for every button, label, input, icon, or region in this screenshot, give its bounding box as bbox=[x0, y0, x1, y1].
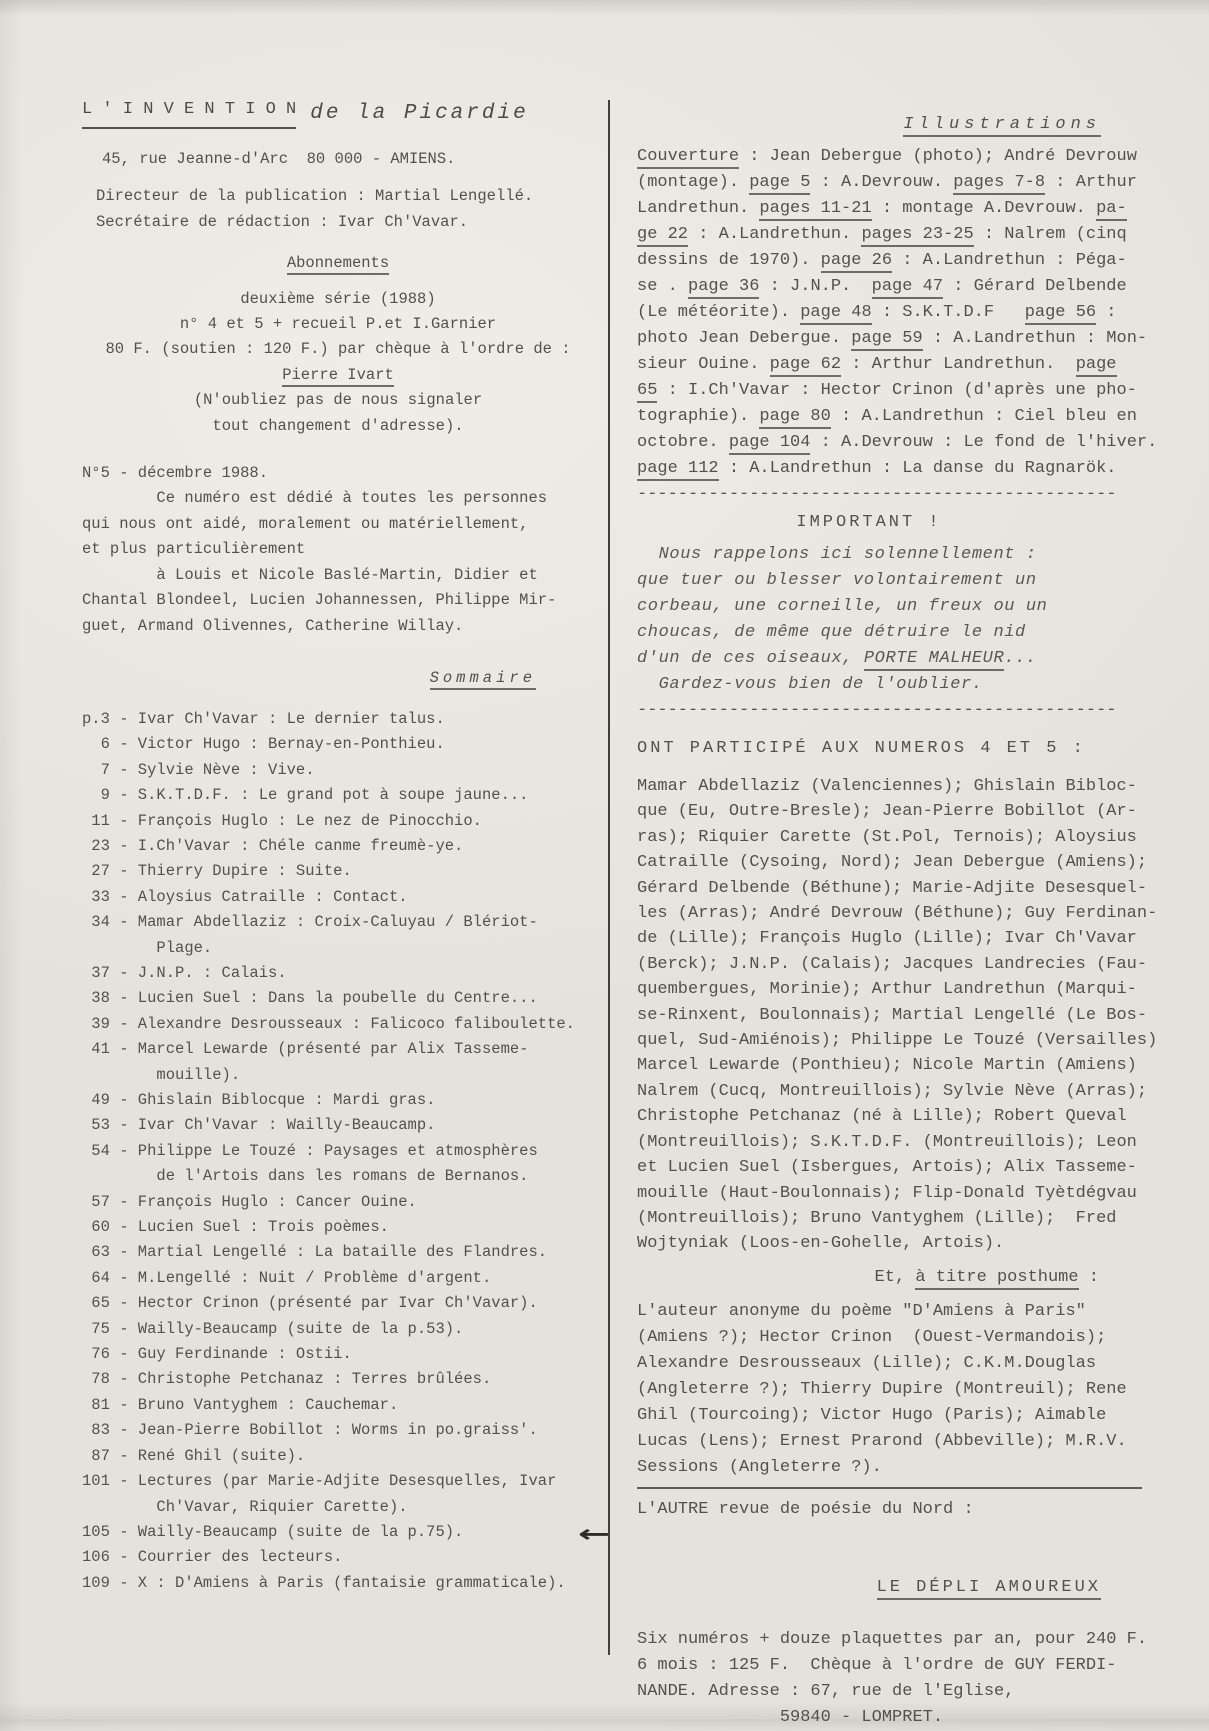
toc-row: 41 - Marcel Lewarde (présenté par Alix Tasseme- bbox=[82, 1040, 529, 1059]
toc-row: 76 - Guy Ferdinande : Ostii. bbox=[82, 1345, 352, 1364]
participant-line: mouille (Haut-Boulonnais); Flip-Donald Tyètdégvau bbox=[637, 1183, 1137, 1203]
toc-row: 11 - François Huglo : Le nez de Pinocchio. bbox=[82, 811, 482, 830]
illustrations-line: photo Jean Debergue. page 59 : A.Landrethun : Mon- bbox=[637, 326, 1161, 352]
toc-row: Ch'Vavar, Riquier Carette). bbox=[82, 1497, 408, 1516]
posthume-line: Lucas (Lens); Ernest Prarond (Abbeville); M.R.V. bbox=[637, 1431, 1127, 1451]
important-heading: IMPORTANT ! bbox=[796, 513, 942, 532]
illustrations-line: sieur Ouine. page 62 : Arthur Landrethun. page bbox=[637, 352, 1161, 378]
sommaire-heading: Sommaire bbox=[82, 665, 594, 691]
participant-line: (Montreuillois); Bruno Vantyghem (Lille); Fred bbox=[637, 1208, 1117, 1228]
toc-row: 101 - Lectures (par Marie-Adjite Desesquelles, Ivar bbox=[82, 1472, 557, 1491]
autre-details bbox=[637, 1627, 1161, 1731]
abonnements-line: deuxième série (1988) bbox=[240, 289, 436, 308]
participant-line: de (Lille); François Huglo (Lille); Ivar Ch'Vavar bbox=[637, 929, 1137, 949]
secretary-line: Secrétaire de rédaction : Ivar Ch'Vavar. bbox=[96, 212, 469, 231]
script-line: corbeau, une corneille, un freux ou un bbox=[637, 597, 1048, 616]
posthume-line: (Angleterre ?); Thierry Dupire (Montreuil); Rene bbox=[637, 1379, 1127, 1399]
illustrations-line: 65 : I.Ch'Vavar : Hector Crinon (d'après une pho- bbox=[637, 378, 1161, 404]
toc-row: 23 - I.Ch'Vavar : Chéle canme freumè-ye. bbox=[82, 836, 464, 855]
illustrations-line: octobre. page 104 : A.Devrouw : Le fond de l'hiver. bbox=[637, 430, 1161, 456]
toc-row: 60 - Lucien Suel : Trois poèmes. bbox=[82, 1218, 389, 1237]
toc-row: 105 - Wailly-Beaucamp (suite de la p.75). bbox=[82, 1522, 464, 1541]
autre-revue-section bbox=[578, 1497, 1161, 1731]
toc-row: 81 - Bruno Vantyghem : Cauchemar. bbox=[82, 1395, 399, 1414]
posthume-line: (Amiens ?); Hector Crinon (Ouest-Vermandois); bbox=[637, 1327, 1107, 1347]
table-of-contents bbox=[82, 707, 594, 1596]
participant-line: quel, Sud-Amiénois); Philippe Le Touzé (Versailles) bbox=[637, 1031, 1158, 1051]
script-line: Gardez-vous bien de l'oublier. bbox=[637, 675, 983, 694]
autre-line: NANDE. Adresse : 67, rue de l'Eglise, bbox=[637, 1681, 1015, 1701]
toc-row: 49 - Ghislain Biblocque : Mardi gras. bbox=[82, 1091, 436, 1109]
toc-row: 75 - Wailly-Beaucamp (suite de la p.53). bbox=[82, 1319, 464, 1338]
participant-line: ras); Riquier Carette (St.Pol, Ternois); Aloysius bbox=[637, 827, 1137, 847]
abonnements-line: tout changement d'adresse). bbox=[212, 416, 464, 435]
toc-row: 57 - François Huglo : Cancer Ouine. bbox=[82, 1192, 417, 1211]
toc-row: 109 - X : D'Amiens à Paris (fantaisie grammaticale). bbox=[82, 1573, 566, 1592]
dedication-line: guet, Armand Olivennes, Catherine Willay. bbox=[82, 616, 464, 635]
toc-row: 78 - Christophe Petchanaz : Terres brûlées. bbox=[82, 1370, 492, 1389]
left-column bbox=[82, 100, 594, 1596]
toc-row: 65 - Hector Crinon (présenté par Ivar Ch'Vavar). bbox=[82, 1294, 538, 1313]
depli-title-line bbox=[578, 1519, 1161, 1627]
autre-intro-line: L'AUTRE revue de poésie du Nord : bbox=[637, 1499, 974, 1519]
toc-row: 87 - René Ghil (suite). bbox=[82, 1446, 306, 1465]
toc-row: 9 - S.K.T.D.F. : Le grand pot à soupe jaune... bbox=[82, 786, 529, 805]
participant-line: les (Arras); André Devrouw (Béthune); Guy Ferdinan- bbox=[637, 904, 1158, 924]
depli-title: LE DÉPLI AMOUREUX bbox=[877, 1578, 1101, 1600]
illustrations-line: ge 22 : A.Landrethun. pages 23-25 : Nalrem (cinq bbox=[637, 222, 1161, 248]
participant-line: Catraille (Cysoing, Nord); Jean Debergue (Amiens); bbox=[637, 853, 1148, 873]
toc-row: 54 - Philippe Le Touzé : Paysages et atmosphères bbox=[82, 1141, 538, 1160]
dedication-line: Chantal Blondeel, Lucien Johannessen, Philippe Mir- bbox=[82, 591, 557, 610]
autre-line: 59840 - LOMPRET. bbox=[637, 1707, 944, 1727]
abonnements-line: n° 4 et 5 + recueil P.et I.Garnier bbox=[179, 315, 497, 334]
dedication-line: à Louis et Nicole Baslé-Martin, Didier et bbox=[82, 565, 538, 584]
posthume-heading: Et, à titre posthume : bbox=[637, 1265, 1161, 1291]
director-line: Directeur de la publication : Martial Lengellé. bbox=[96, 187, 534, 206]
participants-heading: ONT PARTICIPÉ AUX NUMEROS 4 ET 5 : bbox=[637, 739, 1086, 758]
participant-line: Marcel Lewarde (Ponthieu); Nicole Martin (Amiens) bbox=[637, 1056, 1137, 1076]
posthume-line: Ghil (Tourcoing); Victor Hugo (Paris); Aimable bbox=[637, 1405, 1107, 1425]
participant-line: (Montreuillois); S.K.T.D.F. (Montreuillois); Leon bbox=[637, 1132, 1137, 1152]
toc-row: de l'Artois dans les romans de Bernanos. bbox=[82, 1167, 529, 1186]
abonnements-line: Pierre Ivart bbox=[82, 363, 594, 388]
participants-block bbox=[637, 774, 1161, 1257]
dedication-line: qui nous ont aidé, moralement ou matériellement, bbox=[82, 514, 529, 533]
address-block bbox=[82, 147, 594, 172]
illustrations-line: (montage). page 5 : A.Devrouw. pages 7-8 : Arthur bbox=[637, 170, 1161, 196]
toc-row: 83 - Jean-Pierre Bobillot : Worms in po.graiss'. bbox=[82, 1421, 538, 1440]
toc-row: mouille). bbox=[82, 1065, 241, 1084]
toc-row: Plage. bbox=[82, 938, 213, 957]
toc-row: 27 - Thierry Dupire : Suite. bbox=[82, 862, 352, 881]
illustrations-block bbox=[637, 144, 1161, 482]
illustrations-line: tographie). page 80 : A.Landrethun : Ciel bleu en bbox=[637, 404, 1161, 430]
participant-line: (Berck); J.N.P. (Calais); Jacques Landrecies (Fau- bbox=[637, 954, 1148, 974]
abonnements-heading: Abonnements bbox=[82, 251, 594, 276]
toc-row: 106 - Courrier des lecteurs. bbox=[82, 1548, 343, 1567]
posthume-line: Sessions (Angleterre ?). bbox=[637, 1457, 882, 1477]
toc-row: 39 - Alexandre Desrousseaux : Falicoco faliboulette. bbox=[82, 1014, 575, 1033]
posthume-line: L'auteur anonyme du poème "D'Amiens à Paris" bbox=[637, 1301, 1086, 1321]
illustrations-line: Couverture : Jean Debergue (photo); André Devrouw bbox=[637, 144, 1161, 170]
participant-line: Nalrem (Cucq, Montreuillois); Sylvie Nève (Arras); bbox=[637, 1081, 1148, 1101]
column-divider bbox=[608, 100, 610, 1655]
magazine-title: L ' I N V E N T I O N bbox=[82, 100, 296, 129]
participant-line: Gérard Delbende (Béthune); Marie-Adjite Desesquel- bbox=[637, 878, 1148, 898]
participant-line: que (Eu, Outre-Bresle); Jean-Pierre Bobillot (Ar- bbox=[637, 802, 1137, 822]
toc-row: 7 - Sylvie Nève : Vive. bbox=[82, 760, 315, 779]
toc-row: p.3 - Ivar Ch'Vavar : Le dernier talus. bbox=[82, 709, 445, 728]
toc-row: 64 - M.Lengellé : Nuit / Problème d'argent. bbox=[82, 1268, 492, 1287]
script-line: que tuer ou blesser volontairement un bbox=[637, 571, 1037, 590]
toc-row: 63 - Martial Lengellé : La bataille des Flandres. bbox=[82, 1243, 548, 1262]
dashed-separator-bottom: ----------------------------------------------- bbox=[637, 701, 1117, 720]
script-line: d'un de ces oiseaux, PORTE MALHEUR... bbox=[637, 646, 1161, 672]
autre-line: Six numéros + douze plaquettes par an, pour 240 F. bbox=[637, 1629, 1148, 1649]
address-line: 45, rue Jeanne-d'Arc 80 000 - AMIENS. bbox=[102, 150, 456, 168]
participant-line: quembergues, Morinie); Arthur Landrethun (Marqui- bbox=[637, 980, 1137, 1000]
magazine-subtitle: de la Picardie bbox=[310, 102, 529, 125]
script-line: choucas, de même que détruire le nid bbox=[637, 623, 1026, 642]
toc-row: 53 - Ivar Ch'Vavar : Wailly-Beaucamp. bbox=[82, 1116, 436, 1135]
participant-line: Mamar Abdellaziz (Valenciennes); Ghislain Bibloc- bbox=[637, 777, 1137, 796]
toc-row: 37 - J.N.P. : Calais. bbox=[82, 963, 287, 982]
illustrations-line: se . page 36 : J.N.P. page 47 : Gérard Delbende bbox=[637, 274, 1161, 300]
illustrations-line: page 112 : A.Landrethun : La danse du Ragnarök. bbox=[637, 456, 1161, 482]
abonnements-section bbox=[82, 251, 594, 439]
participant-line: Wojtyniak (Loos-en-Gohelle, Artois). bbox=[637, 1234, 1005, 1254]
abonnements-line: 80 F. (soutien : 120 F.) par chèque à l'ordre de : bbox=[105, 340, 571, 359]
staff-block bbox=[82, 184, 594, 235]
important-notice bbox=[637, 542, 1161, 698]
illustrations-line: (Le météorite). page 48 : S.K.T.D.F page 56 : bbox=[637, 300, 1161, 326]
toc-row: 33 - Aloysius Catraille : Contact. bbox=[82, 887, 408, 906]
illustrations-line: Landrethun. pages 11-21 : montage A.Devrouw. pa- bbox=[637, 196, 1161, 222]
masthead bbox=[82, 100, 594, 129]
abonnements-lines bbox=[82, 287, 594, 439]
posthume-line: Alexandre Desrousseaux (Lille); C.K.M.Douglas bbox=[637, 1353, 1097, 1373]
toc-row: 6 - Victor Hugo : Bernay-en-Ponthieu. bbox=[82, 735, 445, 754]
right-column bbox=[578, 112, 1161, 1731]
posthume-block bbox=[637, 1299, 1161, 1481]
dedication-line: N°5 - décembre 1988. bbox=[82, 464, 269, 483]
dedication-line: et plus particulièrement bbox=[82, 540, 306, 559]
dedication-line: Ce numéro est dédié à toutes les personnes bbox=[82, 489, 548, 508]
participant-line: Christophe Petchanaz (né à Lille); Robert Queval bbox=[637, 1107, 1127, 1127]
dedication-block bbox=[82, 461, 594, 639]
toc-row: 38 - Lucien Suel : Dans la poubelle du Centre... bbox=[82, 989, 538, 1008]
left-arrow-mark: ← bbox=[578, 1519, 616, 1548]
participant-line: se-Rinxent, Boulonnais); Martial Lengellé (Le Bos- bbox=[637, 1005, 1148, 1025]
dashed-separator-top: ----------------------------------------------- bbox=[637, 485, 1117, 504]
illustrations-heading: Illustrations bbox=[637, 112, 1161, 138]
participant-line: et Lucien Suel (Isbergues, Artois); Alix Tasseme- bbox=[637, 1158, 1137, 1178]
autre-line: 6 mois : 125 F. Chèque à l'ordre de GUY FERDI- bbox=[637, 1655, 1117, 1675]
script-line: Nous rappelons ici solennellement : bbox=[637, 545, 1037, 564]
section-rule bbox=[637, 1487, 1142, 1489]
toc-row: 34 - Mamar Abdellaziz : Croix-Caluyau / Blériot- bbox=[82, 913, 538, 932]
illustrations-line: dessins de 1970). page 26 : A.Landrethun : Péga- bbox=[637, 248, 1161, 274]
abonnements-line: (N'oubliez pas de nous signaler bbox=[193, 391, 483, 410]
